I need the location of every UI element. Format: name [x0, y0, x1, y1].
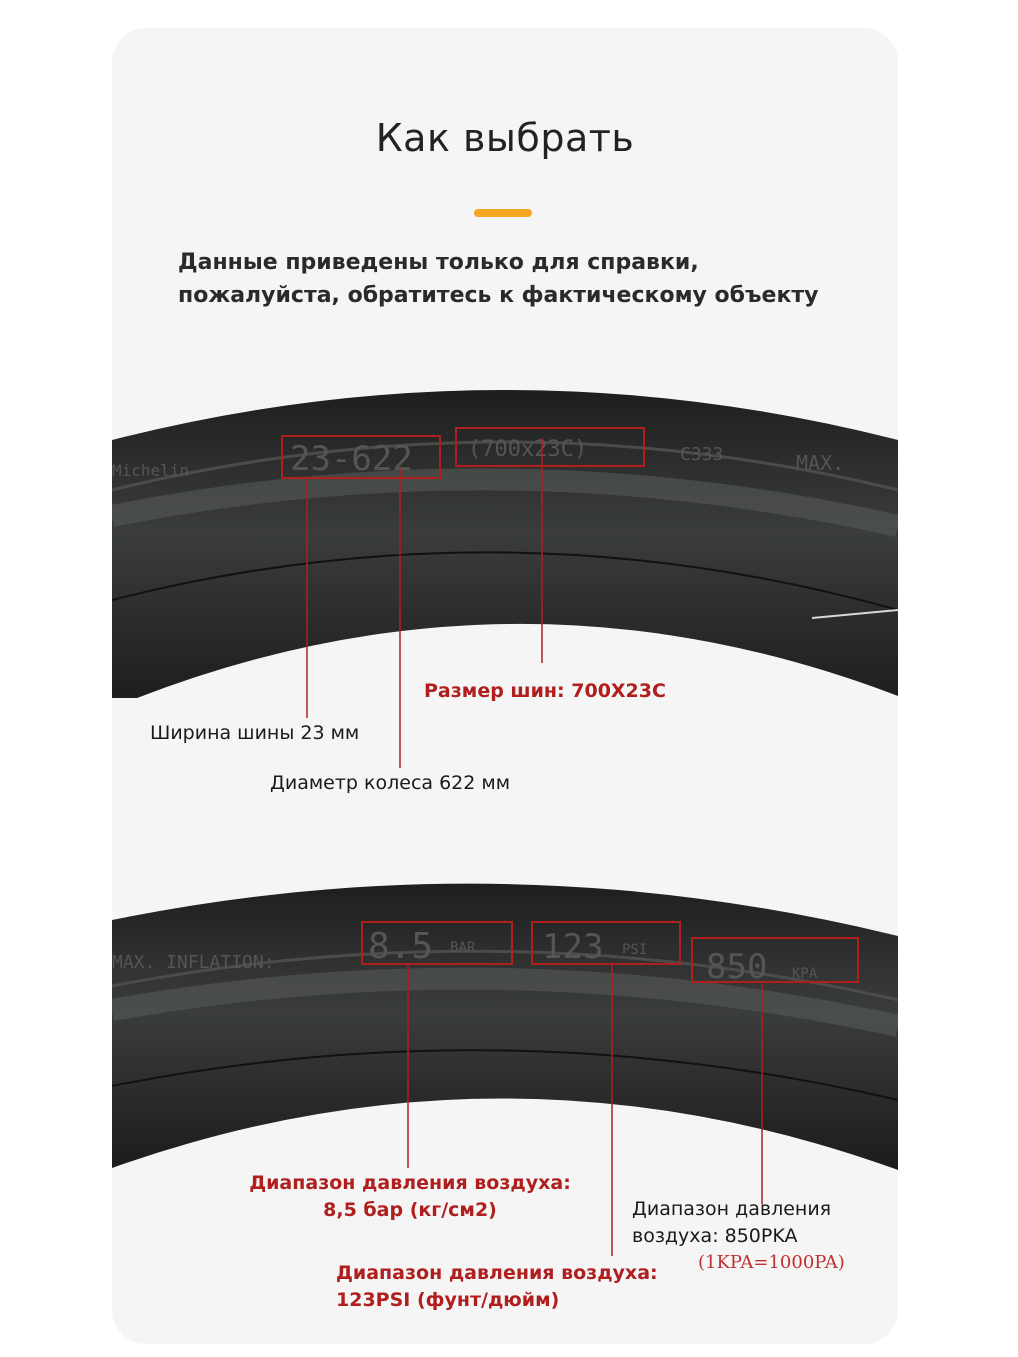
- marking-french-size: (700x23C): [468, 437, 588, 462]
- label-pressure-kpa-line1: Диапазон давления: [632, 1198, 832, 1220]
- intro-line-2: пожалуйста, обратитесь к фактическому объекту: [178, 283, 819, 308]
- label-tire-width: Ширина шины 23 мм: [150, 722, 360, 744]
- bottom-callout-lines: [112, 28, 898, 1328]
- label-pressure-psi-line1: Диапазон давления воздуха:: [336, 1262, 658, 1284]
- marking-kpa-value: 850: [706, 947, 768, 987]
- label-pressure-psi: [336, 1260, 658, 1314]
- label-pressure-bar: [240, 1170, 580, 1224]
- label-pressure-kpa: [632, 1196, 831, 1250]
- label-pressure-bar-line1: Диапазон давления воздуха:: [249, 1172, 571, 1194]
- label-kpa-note: (1KPA=1000PA): [698, 1252, 845, 1273]
- label-wheel-diameter: Диаметр колеса 622 мм: [270, 772, 511, 794]
- marking-iso-size: 23-622: [290, 439, 413, 479]
- marking-psi-value: 123: [542, 927, 604, 967]
- label-pressure-bar-line2: 8,5 бар (кг/см2): [323, 1199, 497, 1221]
- info-card: [112, 28, 898, 1344]
- marking-max: MAX.: [796, 451, 845, 475]
- marking-code: C333: [680, 444, 724, 465]
- marking-inflation-prefix: MAX. INFLATION:: [112, 952, 275, 973]
- marking-bar-unit: BAR: [450, 940, 476, 956]
- label-tire-size: Размер шин: 700X23C: [424, 680, 666, 702]
- page-title: Как выбрать: [375, 116, 635, 160]
- marking-psi-unit: PSI: [622, 942, 648, 958]
- intro-line-1: Данные приведены только для справки,: [178, 250, 699, 275]
- marking-bar-value: 8.5: [368, 926, 434, 967]
- label-pressure-psi-line2: 123PSI (фунт/дюйм): [336, 1289, 560, 1311]
- label-pressure-kpa-line2: воздуха: 850PKA: [632, 1225, 798, 1247]
- marking-brand: Michelin: [112, 461, 190, 480]
- marking-kpa-unit: KPA: [792, 966, 818, 982]
